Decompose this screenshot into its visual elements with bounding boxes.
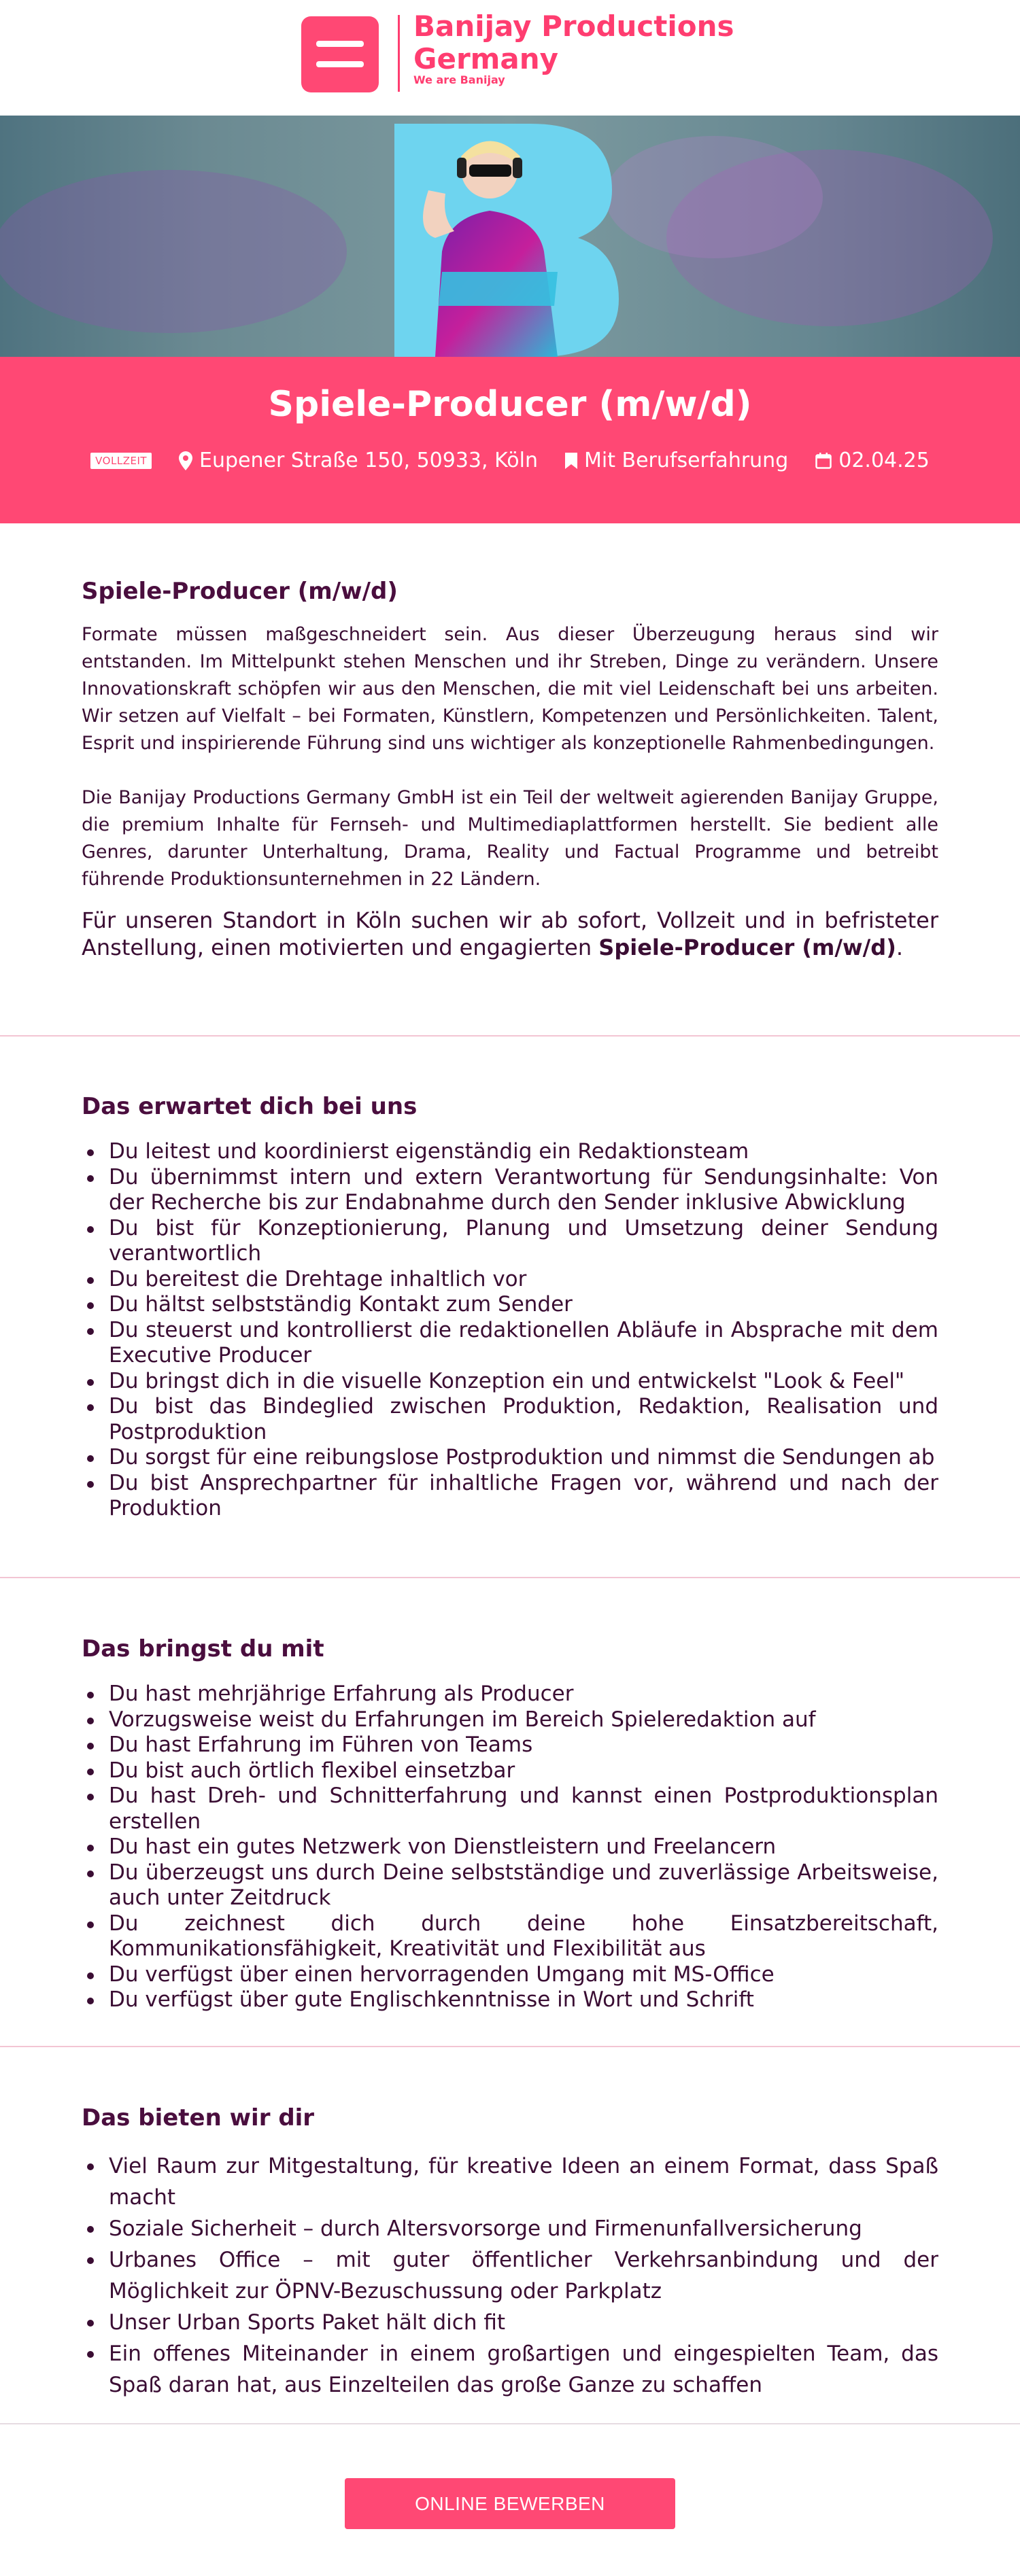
brand-name-line1: Banijay Productions <box>413 10 734 43</box>
brand-name-line2: Germany <box>413 42 559 75</box>
location-pin-icon <box>179 451 192 470</box>
list-item: Du hast Dreh- und Schnitterfahrung und kannst einen Postproduktionsplan erstellen <box>109 1783 938 1834</box>
intro-paragraph-1: Formate müssen maßgeschneidert sein. Aus dieser Überzeugung heraus sind wir entstanden. Im Mittelpunkt stehen Menschen und ihr Streben, Dinge zu verändern. Unsere Innovationskraft schöpfen wir aus den Menschen, die mit viel Leidenschaft bei uns arbeiten. Wir setzen auf Vielfalt – bei Formaten, Künstlern, Kompetenzen und Persönlichkeiten. Talent, Esprit und inspirierende Führung sind uns wichtiger als konzeptionelle Rahmenbedingungen. <box>82 624 938 754</box>
benefits-section <box>82 2104 938 2401</box>
list-item: Du übernimmst intern und extern Verantwortung für Sendungsinhalte: Von der Recherche bis zur Endabnahme durch den Sender inklusive Abwicklung <box>109 1164 938 1215</box>
requirements-heading: Das bringst du mit <box>82 1635 324 1663</box>
list-item: Du hast mehrjährige Erfahrung als Producer <box>109 1682 938 1707</box>
calendar-icon <box>815 453 832 469</box>
job-location <box>179 449 538 472</box>
requirements-section <box>82 1635 938 2013</box>
list-item: Du hast Erfahrung im Führen von Teams <box>109 1733 938 1758</box>
intro-section <box>82 578 938 961</box>
section-divider <box>0 2423 1020 2424</box>
list-item: Du bringst dich in die visuelle Konzeption ein und entwickelst "Look & Feel" <box>109 1369 938 1395</box>
intro-paragraph-3-prefix: Für unseren Standort in Köln suchen wir ab sofort, Vollzeit und in befristeter Anstellung, einen motivierten und engagierten <box>82 907 938 960</box>
list-item: Du verfügst über gute Englischkenntnisse in Wort und Schrift <box>109 1987 938 2013</box>
job-meta-row <box>0 449 1020 472</box>
brand-tagline: We are Banijay <box>413 73 505 86</box>
list-item: Viel Raum zur Mitgestaltung, für kreative Ideen an einem Format, dass Spaß macht <box>109 2151 938 2213</box>
list-item: Du bist Ansprechpartner für inhaltliche Fragen vor, während und nach der Produktion <box>109 1470 938 1520</box>
bookmark-icon <box>565 453 577 469</box>
list-item: Vorzugsweise weist du Erfahrungen im Bereich Spieleredaktion auf <box>109 1707 938 1733</box>
job-experience-text: Mit Berufserfahrung <box>583 449 789 472</box>
list-item: Du bist das Bindeglied zwischen Produktion, Redaktion, Realisation und Postproduktion <box>109 1394 938 1444</box>
list-item: Du bist auch örtlich flexibel einsetzbar <box>109 1758 938 1784</box>
intro-paragraph-3 <box>82 907 938 961</box>
intro-paragraph-3-suffix: . <box>896 935 903 960</box>
tasks-list <box>82 1139 938 1522</box>
banijay-logo-icon[interactable] <box>301 16 379 92</box>
list-item: Du leitest und koordinierst eigenständig ein Redaktionsteam <box>109 1139 938 1165</box>
tasks-heading: Das erwartet dich bei uns <box>82 1093 418 1120</box>
intro-paragraph-2: Die Banijay Productions Germany GmbH ist ein Teil der weltweit agierenden Banijay Gruppe, die premium Inhalte für Fernseh- und Multimediaplattformen herstellt. Sie bedient alle Genres, darunter Unterhaltung, Drama, Reality und Factual Programme und betreibt führende Produktionsunternehmen in 22 Ländern. <box>82 787 938 890</box>
benefits-heading: Das bieten wir dir <box>82 2104 315 2131</box>
list-item: Du zeichnest dich durch deine hohe Einsatzbereitschaft, Kommunikationsfähigkeit, Kreativität und Flexibilität aus <box>109 1911 938 1961</box>
job-date-text: 02.04.25 <box>838 449 930 472</box>
job-location-text: Eupener Straße 150, 50933, Köln <box>199 449 538 472</box>
job-experience <box>565 449 788 472</box>
intro-heading: Spiele-Producer (m/w/d) <box>82 578 398 605</box>
list-item: Du überzeugst uns durch Deine selbstständige und zuverlässige Arbeitsweise, auch unter Zeitdruck <box>109 1860 938 1910</box>
tasks-section <box>82 1093 938 1522</box>
list-item: Du bereitest die Drehtage inhaltlich vor <box>109 1267 938 1293</box>
list-item: Du sorgst für eine reibungslose Postproduktion und nimmst die Sendungen ab <box>109 1445 938 1471</box>
hero-banner <box>0 116 1020 357</box>
list-item: Ein offenes Miteinander in einem großartigen und eingespielten Team, das Spaß daran hat, aus Einzelteilen das große Ganze zu schaffen <box>109 2338 938 2401</box>
job-date <box>815 449 930 472</box>
list-item: Du verfügst über einen hervorragenden Umgang mit MS-Office <box>109 1962 938 1988</box>
list-item: Du hältst selbstständig Kontakt zum Sender <box>109 1292 938 1318</box>
benefits-list <box>82 2151 938 2401</box>
list-item: Du hast ein gutes Netzwerk von Dienstleistern und Freelancern <box>109 1834 938 1860</box>
job-title-band <box>0 357 1020 523</box>
section-divider <box>0 1577 1020 1578</box>
list-item: Du bist für Konzeptionierung, Planung und Umsetzung deiner Sendung verantwortlich <box>109 1215 938 1266</box>
logo-divider <box>398 15 400 92</box>
job-title: Spiele-Producer (m/w/d) <box>268 384 752 425</box>
list-item: Soziale Sicherheit – durch Altersvorsorge und Firmenunfallversicherung <box>109 2213 938 2244</box>
list-item: Du steuerst und kontrollierst die redaktionellen Abläufe in Absprache mit dem Executive Producer <box>109 1317 938 1368</box>
hero-photo-woman-headphones <box>0 116 1020 357</box>
list-item: Unser Urban Sports Paket hält dich fit <box>109 2307 938 2338</box>
section-divider <box>0 2046 1020 2047</box>
section-divider <box>0 1035 1020 1037</box>
intro-paragraph-3-jobtitle: Spiele-Producer (m/w/d) <box>598 935 896 960</box>
site-header <box>0 0 1020 116</box>
employment-type-badge: VOLLZEIT <box>90 453 152 469</box>
apply-online-button[interactable]: ONLINE BEWERBEN <box>345 2478 675 2529</box>
requirements-list <box>82 1682 938 2013</box>
list-item: Urbanes Office – mit guter öffentlicher Verkehrsanbindung und der Möglichkeit zur ÖPNV-Bezuschussung oder Parkplatz <box>109 2244 938 2307</box>
